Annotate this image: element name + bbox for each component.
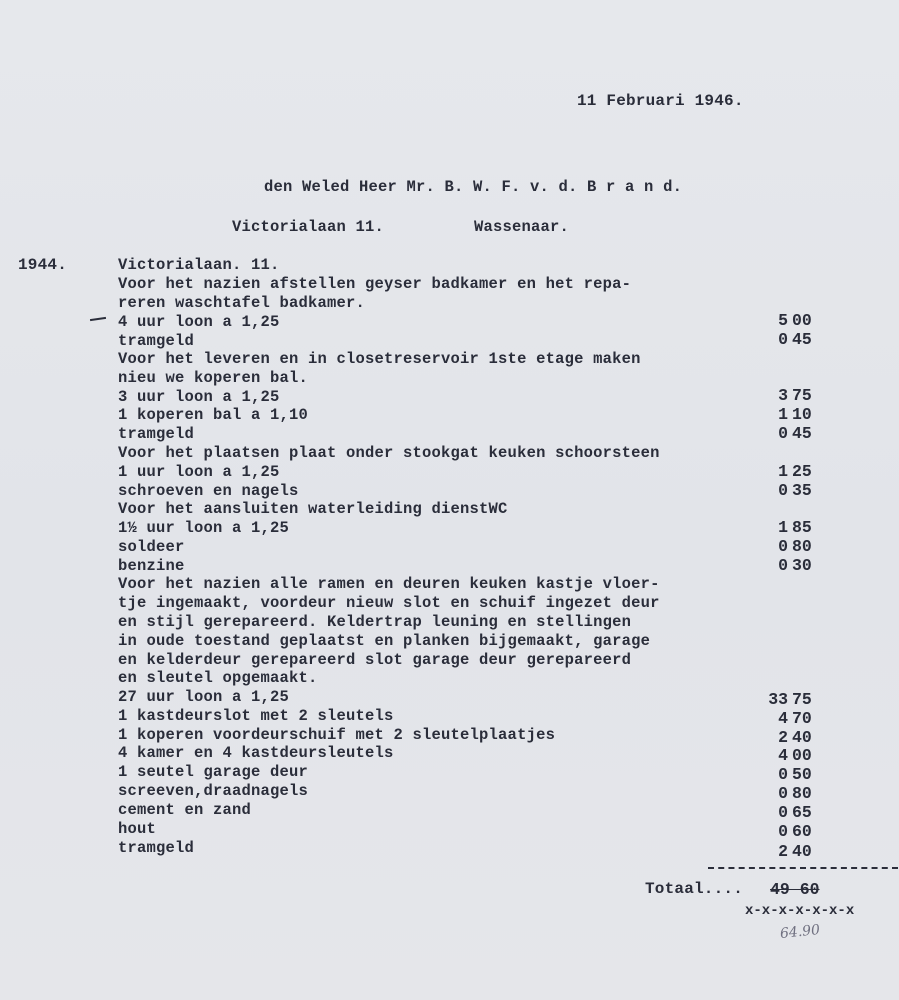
amount-whole: 1 [778, 518, 788, 537]
line-item: tje ingemaakt, voordeur nieuw slot en schuif ingezet deur [118, 594, 660, 612]
amount [774, 746, 818, 765]
amount-whole: 3 [778, 386, 788, 405]
line-item: cement en zand [118, 801, 252, 819]
amount-whole: 0 [778, 556, 788, 575]
amount [774, 405, 818, 424]
amount-cents: 10 [792, 405, 812, 424]
amount [774, 784, 818, 803]
amount [774, 424, 818, 443]
amount-cents: 85 [792, 518, 812, 537]
amount-whole: 33 [768, 690, 788, 709]
amount-whole: 2 [778, 842, 788, 861]
line-item: benzine [118, 557, 185, 575]
amount-whole: 0 [778, 803, 788, 822]
line-item: 1 uur loon a 1,25 [118, 463, 280, 481]
line-item: 1 koperen voordeurschuif met 2 sleutelplaatjes [118, 726, 556, 744]
line-item: 1 koperen bal a 1,10 [118, 406, 309, 424]
amount [774, 330, 818, 349]
line-item: tramgeld [118, 425, 195, 443]
address-street: Victorialaan 11. [232, 218, 385, 236]
line-item: nieu we koperen bal. [118, 369, 309, 387]
amount-whole: 0 [778, 537, 788, 556]
amount-cents: 45 [792, 330, 812, 349]
amount-cents: 80 [792, 537, 812, 556]
amount-cents: 50 [792, 765, 812, 784]
amount-cents: 25 [792, 462, 812, 481]
total-underline: x-x-x-x-x-x-x [745, 903, 855, 919]
tick-mark [90, 317, 106, 321]
total-separator [708, 867, 898, 869]
amount-whole: 0 [778, 765, 788, 784]
invoice-date: 11 Februari 1946. [577, 92, 744, 110]
amount-whole: 4 [778, 709, 788, 728]
amount-whole: 1 [778, 405, 788, 424]
amount [774, 556, 818, 575]
amount-whole: 0 [778, 822, 788, 841]
line-item: 4 uur loon a 1,25 [118, 313, 280, 331]
line-item: Voor het plaatsen plaat onder stookgat keuken schoorsteen [118, 444, 660, 462]
amount-cents: 30 [792, 556, 812, 575]
amount-cents: 75 [792, 690, 812, 709]
amount [774, 765, 818, 784]
address-city: Wassenaar. [474, 218, 570, 236]
line-item: en stijl gerepareerd. Keldertrap leuning en stellingen [118, 613, 632, 631]
amount-whole: 0 [778, 330, 788, 349]
amount [774, 481, 818, 500]
amount [774, 537, 818, 556]
total-value: 49 60 [770, 880, 820, 899]
amount [774, 842, 818, 861]
amount [774, 728, 818, 747]
amount-whole: 1 [778, 462, 788, 481]
amount-cents: 40 [792, 842, 812, 861]
amount [774, 709, 818, 728]
amount-whole: 0 [778, 784, 788, 803]
amount [774, 803, 818, 822]
line-item: screeven,draadnagels [118, 782, 309, 800]
amount-cents: 60 [792, 822, 812, 841]
amount-whole: 5 [778, 311, 788, 330]
line-item: Victorialaan. 11. [118, 256, 280, 274]
line-item: schroeven en nagels [118, 482, 299, 500]
line-item: hout [118, 820, 157, 838]
addressee: den Weled Heer Mr. B. W. F. v. d. B r a n d. [264, 178, 683, 196]
line-item: en kelderdeur gerepareerd slot garage deur gerepareerd [118, 651, 632, 669]
amount-cents: 75 [792, 386, 812, 405]
line-item: Voor het nazien afstellen geyser badkamer en het repa- [118, 275, 632, 293]
amount [768, 690, 818, 709]
invoice-year: 1944. [18, 256, 68, 274]
amount-cents: 00 [792, 311, 812, 330]
amount-whole: 0 [778, 481, 788, 500]
amount [774, 822, 818, 841]
amount-cents: 40 [792, 728, 812, 747]
amount-whole: 2 [778, 728, 788, 747]
pencil-note: 64.90 [779, 921, 821, 943]
line-item: Voor het leveren en in closetreservoir 1ste etage maken [118, 350, 641, 368]
line-item: en sleutel opgemaakt. [118, 669, 318, 687]
amount-cents: 35 [792, 481, 812, 500]
amount-cents: 80 [792, 784, 812, 803]
line-item: reren waschtafel badkamer. [118, 294, 366, 312]
line-item: 3 uur loon a 1,25 [118, 388, 280, 406]
amount [774, 386, 818, 405]
amount-cents: 45 [792, 424, 812, 443]
line-item: Voor het aansluiten waterleiding dienstWC [118, 500, 508, 518]
line-item: tramgeld [118, 332, 195, 350]
amount-whole: 4 [778, 746, 788, 765]
line-item: 1 kastdeurslot met 2 sleutels [118, 707, 394, 725]
line-item: in oude toestand geplaatst en planken bijgemaakt, garage [118, 632, 651, 650]
amount-cents: 65 [792, 803, 812, 822]
amount-cents: 70 [792, 709, 812, 728]
line-item: 1½ uur loon a 1,25 [118, 519, 290, 537]
line-item: 27 uur loon a 1,25 [118, 688, 290, 706]
line-item: tramgeld [118, 839, 195, 857]
amount [774, 311, 818, 330]
total-label: Totaal.... [645, 880, 744, 898]
line-item: soldeer [118, 538, 185, 556]
line-item: 1 seutel garage deur [118, 763, 309, 781]
amount [774, 518, 818, 537]
amount [774, 462, 818, 481]
line-item: 4 kamer en 4 kastdeursleutels [118, 744, 394, 762]
line-item: Voor het nazien alle ramen en deuren keuken kastje vloer- [118, 575, 660, 593]
amount-whole: 0 [778, 424, 788, 443]
amount-cents: 00 [792, 746, 812, 765]
